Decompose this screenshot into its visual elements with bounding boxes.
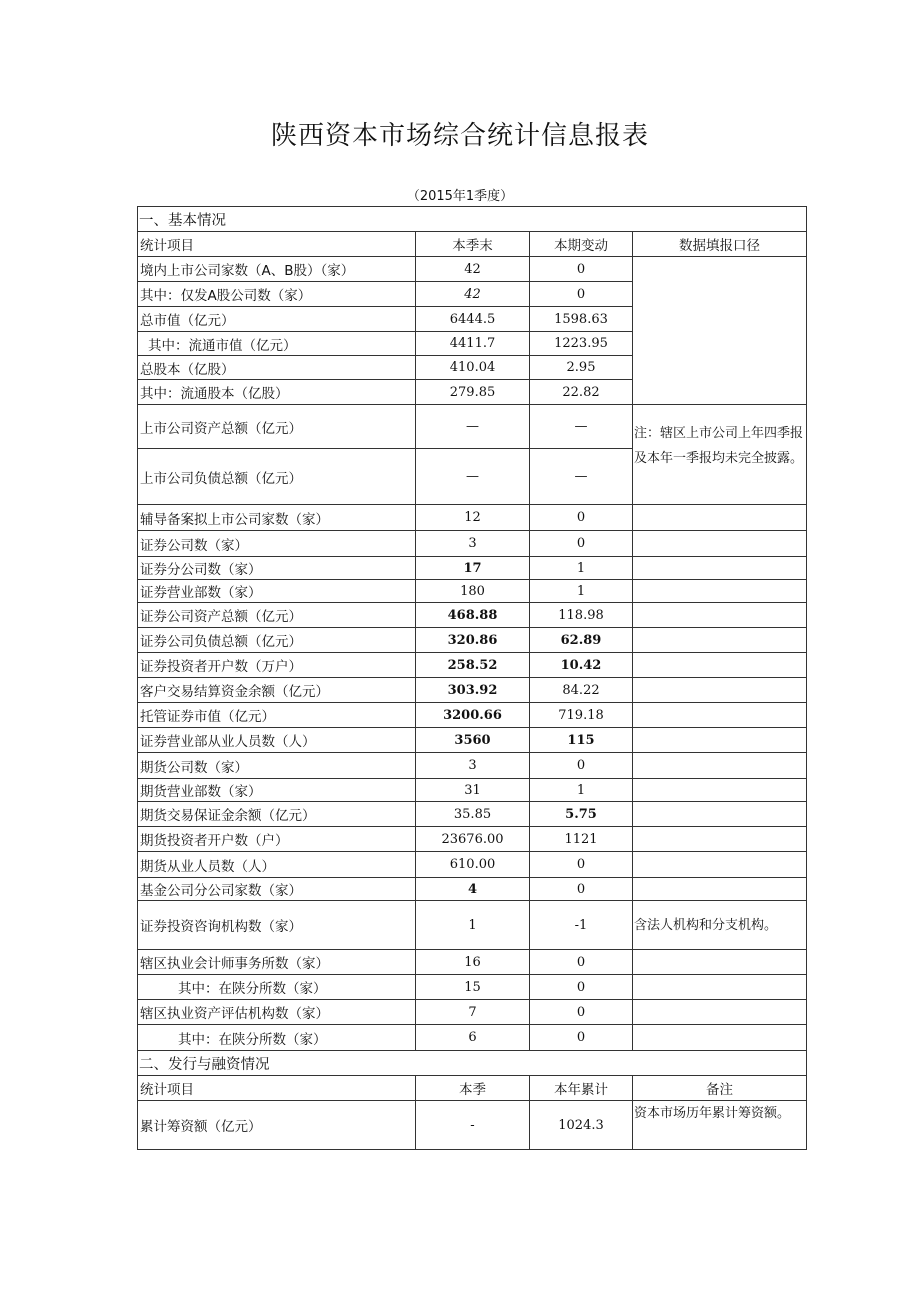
header-quarter: 本季 [416, 1076, 530, 1101]
row-current: 7 [416, 1000, 530, 1025]
section-heading-financing: 二、发行与融资情况 [138, 1051, 807, 1076]
table-row [138, 827, 807, 852]
table-header-row [138, 232, 807, 257]
row-current: 31 [416, 779, 530, 802]
table-row [138, 1025, 807, 1051]
row-label: 证券营业部从业人员数（人） [138, 728, 416, 753]
header-item: 统计项目 [138, 1076, 416, 1101]
row-change: 0 [530, 1000, 633, 1025]
table-row [138, 779, 807, 802]
row-change: 10.42 [530, 653, 633, 678]
row-label: 期货公司数（家） [138, 753, 416, 779]
row-change: — [530, 449, 633, 505]
row-change: 0 [530, 531, 633, 557]
row-current: 3560 [416, 728, 530, 753]
row-label: 期货交易保证金余额（亿元） [138, 802, 416, 827]
row-current: 3 [416, 753, 530, 779]
row-label: 证券投资者开户数（万户） [138, 653, 416, 678]
note-cell-empty [633, 531, 807, 557]
note-cell-empty [633, 1000, 807, 1025]
row-change: 118.98 [530, 603, 633, 628]
note-listed-disclosure: 注：辖区上市公司上年四季报及本年一季报均未完全披露。 [633, 405, 807, 505]
row-label: 托管证券市值（亿元） [138, 703, 416, 728]
row-label: 期货从业人员数（人） [138, 852, 416, 878]
row-current: 258.52 [416, 653, 530, 678]
row-change: 0 [530, 753, 633, 779]
header-change: 本期变动 [530, 232, 633, 257]
row-current: 468.88 [416, 603, 530, 628]
table-row [138, 603, 807, 628]
note-cell-empty [633, 505, 807, 531]
row-label: 其中：在陕分所数（家） [138, 1025, 416, 1051]
table-row [138, 531, 807, 557]
note-cell-empty [633, 779, 807, 802]
row-current: 35.85 [416, 802, 530, 827]
table-row [138, 557, 807, 580]
table-row [138, 901, 807, 950]
note-cell-empty [633, 1025, 807, 1051]
row-label: 期货营业部数（家） [138, 779, 416, 802]
table-header-row [138, 1076, 807, 1101]
note-cell-empty [633, 557, 807, 580]
table-row [138, 950, 807, 975]
header-reporting-basis: 数据填报口径 [633, 232, 807, 257]
row-label: 证券投资咨询机构数（家） [138, 901, 416, 950]
header-remarks: 备注 [633, 1076, 807, 1101]
note-cell-empty [633, 975, 807, 1000]
note-cell-empty [633, 950, 807, 975]
note-cell-empty [633, 603, 807, 628]
row-current: 17 [416, 557, 530, 580]
row-current: 1 [416, 901, 530, 950]
row-current: 610.00 [416, 852, 530, 878]
table-row [138, 878, 807, 901]
row-remark: 资本市场历年累计筹资额。 [633, 1101, 807, 1150]
row-label: 上市公司资产总额（亿元） [138, 405, 416, 449]
row-label: 证券营业部数（家） [138, 580, 416, 603]
row-current: 279.85 [416, 380, 530, 405]
table-row [138, 678, 807, 703]
note-cell-empty [633, 753, 807, 779]
row-current: 16 [416, 950, 530, 975]
table-row [138, 505, 807, 531]
note-cell-empty [633, 257, 807, 405]
row-change: 84.22 [530, 678, 633, 703]
statistics-table [137, 206, 807, 1150]
header-ytd: 本年累计 [530, 1076, 633, 1101]
row-label: 其中：流通市值（亿元） [138, 332, 416, 356]
note-cell-empty [633, 703, 807, 728]
row-current: 180 [416, 580, 530, 603]
row-label: 其中：仅发A股公司数（家） [138, 282, 416, 307]
table-row [138, 852, 807, 878]
row-change: 0 [530, 950, 633, 975]
row-label: 期货投资者开户数（户） [138, 827, 416, 852]
note-cell-empty [633, 653, 807, 678]
row-label: 累计筹资额（亿元） [138, 1101, 416, 1150]
table-row [138, 628, 807, 653]
row-label: 总股本（亿股） [138, 356, 416, 380]
header-item: 统计项目 [138, 232, 416, 257]
row-label: 证券公司资产总额（亿元） [138, 603, 416, 628]
row-label: 境内上市公司家数（A、B股）（家） [138, 257, 416, 282]
row-change: 0 [530, 852, 633, 878]
note-advisory-scope: 含法人机构和分支机构。 [633, 901, 807, 950]
table-row [138, 580, 807, 603]
row-current: 4 [416, 878, 530, 901]
row-label: 总市值（亿元） [138, 307, 416, 332]
row-change: 115 [530, 728, 633, 753]
row-label: 辅导备案拟上市公司家数（家） [138, 505, 416, 531]
row-current: 4411.7 [416, 332, 530, 356]
row-current: 42 [416, 257, 530, 282]
row-quarter: - [416, 1101, 530, 1150]
row-current: 23676.00 [416, 827, 530, 852]
row-label: 客户交易结算资金余额（亿元） [138, 678, 416, 703]
row-current: — [416, 405, 530, 449]
table-row [138, 728, 807, 753]
table-row [138, 405, 807, 449]
row-label: 上市公司负债总额（亿元） [138, 449, 416, 505]
row-current: 6 [416, 1025, 530, 1051]
row-change: 0 [530, 975, 633, 1000]
row-label: 辖区执业会计师事务所数（家） [138, 950, 416, 975]
note-cell-empty [633, 580, 807, 603]
row-ytd: 1024.3 [530, 1101, 633, 1150]
note-cell-empty [633, 802, 807, 827]
row-change: 1598.63 [530, 307, 633, 332]
note-cell-empty [633, 678, 807, 703]
row-current: 303.92 [416, 678, 530, 703]
row-change: 1223.95 [530, 332, 633, 356]
row-change: 0 [530, 878, 633, 901]
note-cell-empty [633, 728, 807, 753]
row-change: 1 [530, 580, 633, 603]
table-row [138, 1101, 807, 1150]
table-row [138, 1000, 807, 1025]
row-current: 12 [416, 505, 530, 531]
row-change: 1 [530, 557, 633, 580]
row-label: 证券公司数（家） [138, 531, 416, 557]
table-row [138, 703, 807, 728]
page-title: 陕西资本市场综合统计信息报表 [270, 121, 649, 151]
row-current: 6444.5 [416, 307, 530, 332]
row-label: 基金公司分公司家数（家） [138, 878, 416, 901]
row-change: — [530, 405, 633, 449]
report-period: （2015年1季度） [406, 189, 514, 204]
row-current: 15 [416, 975, 530, 1000]
row-current: 410.04 [416, 356, 530, 380]
row-current: 3 [416, 531, 530, 557]
row-change: 0 [530, 1025, 633, 1051]
header-current: 本季末 [416, 232, 530, 257]
row-label: 证券分公司数（家） [138, 557, 416, 580]
table-row [138, 653, 807, 678]
row-change: 719.18 [530, 703, 633, 728]
row-change: 62.89 [530, 628, 633, 653]
row-label: 证券公司负债总额（亿元） [138, 628, 416, 653]
note-cell-empty [633, 878, 807, 901]
row-change: 0 [530, 505, 633, 531]
row-change: 22.82 [530, 380, 633, 405]
table-row [138, 753, 807, 779]
row-current: 3200.66 [416, 703, 530, 728]
row-current: 320.86 [416, 628, 530, 653]
row-change: 1 [530, 779, 633, 802]
row-change: 1121 [530, 827, 633, 852]
row-change: 0 [530, 282, 633, 307]
table-row [138, 257, 807, 282]
table-row [138, 802, 807, 827]
section-heading-basic: 一、基本情况 [138, 207, 807, 232]
row-change: 5.75 [530, 802, 633, 827]
note-cell-empty [633, 628, 807, 653]
table-row [138, 975, 807, 1000]
note-cell-empty [633, 827, 807, 852]
row-label: 其中：流通股本（亿股） [138, 380, 416, 405]
row-change: -1 [530, 901, 633, 950]
row-change: 2.95 [530, 356, 633, 380]
row-label: 其中：在陕分所数（家） [138, 975, 416, 1000]
row-label: 辖区执业资产评估机构数（家） [138, 1000, 416, 1025]
row-change: 0 [530, 257, 633, 282]
note-cell-empty [633, 852, 807, 878]
row-current: — [416, 449, 530, 505]
row-current: 42 [416, 282, 530, 307]
